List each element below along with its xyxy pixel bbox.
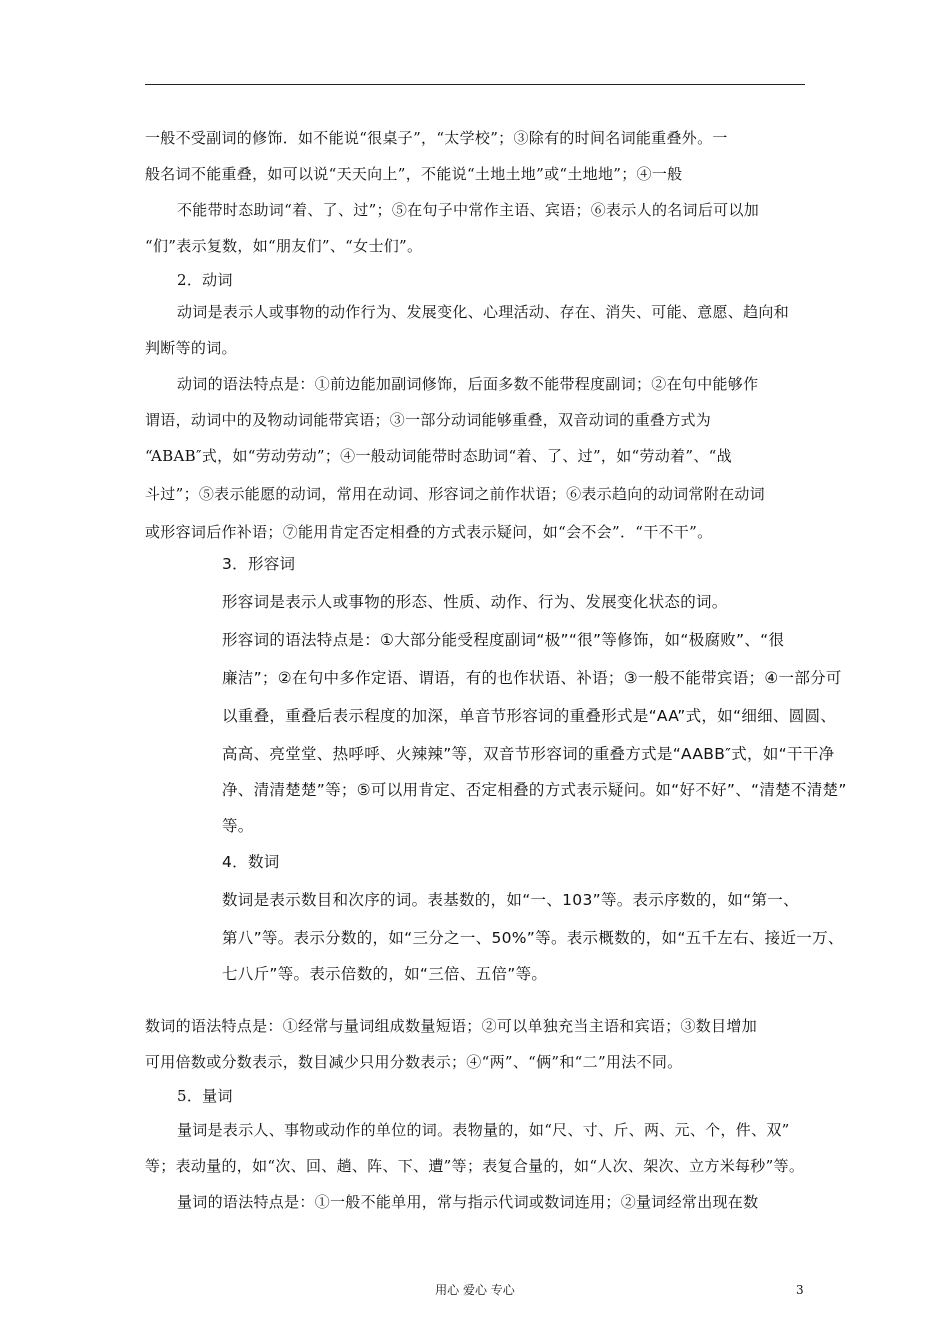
text-line-12: 或形容词后作补语；⑦能用肯定否定相叠的方式表示疑问，如“会不会”．“干不干”。 [145, 523, 713, 541]
text-line-3: 不能带时态助词“着、了、过”；⑤在句子中常作主语、宾语；⑥表示人的名词后可以加 [177, 201, 760, 219]
section-heading-adjective: 3．形容词 [222, 555, 296, 573]
page-number: 3 [796, 1283, 804, 1297]
text-line-8: 动词的语法特点是：①前边能加副词修饰，后面多数不能带程度副词；②在句中能够作 [177, 375, 759, 393]
text-line-10: “ABAB″式，如“劳动劳动”；④一般动词能带时态助词“着、了、过”，如“劳动着”、“战 [145, 447, 732, 465]
text-line-22: 数词是表示数目和次序的词。表基数的，如“一、103”等。表示序数的，如“第一、 [222, 891, 799, 909]
header-rule [145, 84, 805, 85]
text-line-6: 动词是表示人或事物的动作行为、发展变化、心理活动、存在、消失、可能、意愿、趋向和 [177, 303, 790, 321]
text-line-28: 量词是表示人、事物或动作的单位的词。表物量的，如“尺、寸、斤、两、元、个，件、双” [177, 1121, 790, 1139]
text-line-29: 等；表动量的，如“次、回、趟、阵、下、遭”等；表复合量的，如“人次、架次、立方米每秒”等。 [145, 1157, 805, 1175]
text-line-26: 可用倍数或分数表示，数目减少只用分数表示；④“两”、“俩”和“二”用法不同。 [145, 1053, 683, 1071]
text-line-18: 高高、亮堂堂、热呼呼、火辣辣”等，双音节形容词的重叠方式是“AABB″式，如“干干净 [222, 745, 835, 763]
text-line-24: 七八斤”等。表示倍数的，如“三倍、五倍”等。 [222, 965, 548, 983]
text-line-4: “们”表示复数，如“朋友们”、“女士们”。 [145, 237, 423, 255]
text-line-30: 量词的语法特点是：①一般不能单用，常与指示代词或数词连用；②量词经常出现在数 [177, 1193, 759, 1211]
text-line-25: 数词的语法特点是：①经常与量词组成数量短语；②可以单独充当主语和宾语；③数目增加 [145, 1017, 758, 1035]
text-line-20: 等。 [222, 817, 254, 835]
text-line-19: 净、清清楚楚”等；⑤可以用肯定、否定相叠的方式表示疑问。如“好不好”、“清楚不清楚” [222, 781, 847, 799]
text-line-15: 形容词的语法特点是：①大部分能受程度副词“极”“很”等修饰，如“极腐败”、“很 [222, 631, 785, 649]
text-line-11: 斗过”；⑤表示能愿的动词，常用在动词、形容词之前作状语；⑥表示趋向的动词常附在动词 [145, 485, 765, 503]
text-line-23: 第八”等。表示分数的，如“三分之一、50%”等。表示概数的，如“五千左右、接近一万、 [222, 929, 844, 947]
text-line-2: 般名词不能重叠，如可以说“天天向上”，不能说“土地土地”或“土地地”；④一般 [145, 165, 683, 183]
text-line-9: 谓语，动词中的及物动词能带宾语；③一部分动词能够重叠，双音动词的重叠方式为 [145, 411, 712, 429]
text-line-16: 廉洁”；②在句中多作定语、谓语，有的也作状语、补语；③一般不能带宾语；④一部分可 [222, 669, 842, 687]
section-heading-verb: 2．动词 [177, 271, 233, 289]
text-line-7: 判断等的词。 [145, 339, 237, 357]
text-line-17: 以重叠，重叠后表示程度的加深，单音节形容词的重叠形式是“AA”式，如“细细、圆圆、 [222, 707, 837, 725]
section-heading-numeral: 4．数词 [222, 853, 280, 871]
page-footer: 用心 爱心 专心 [435, 1283, 515, 1297]
text-line-1: 一般不受副词的修饰．如不能说“很桌子”，“太学校”；③除有的时间名词能重叠外。一 [145, 129, 728, 147]
section-heading-measure-word: 5．量词 [177, 1087, 233, 1105]
text-line-14: 形容词是表示人或事物的形态、性质、动作、行为、发展变化状态的词。 [222, 593, 728, 611]
